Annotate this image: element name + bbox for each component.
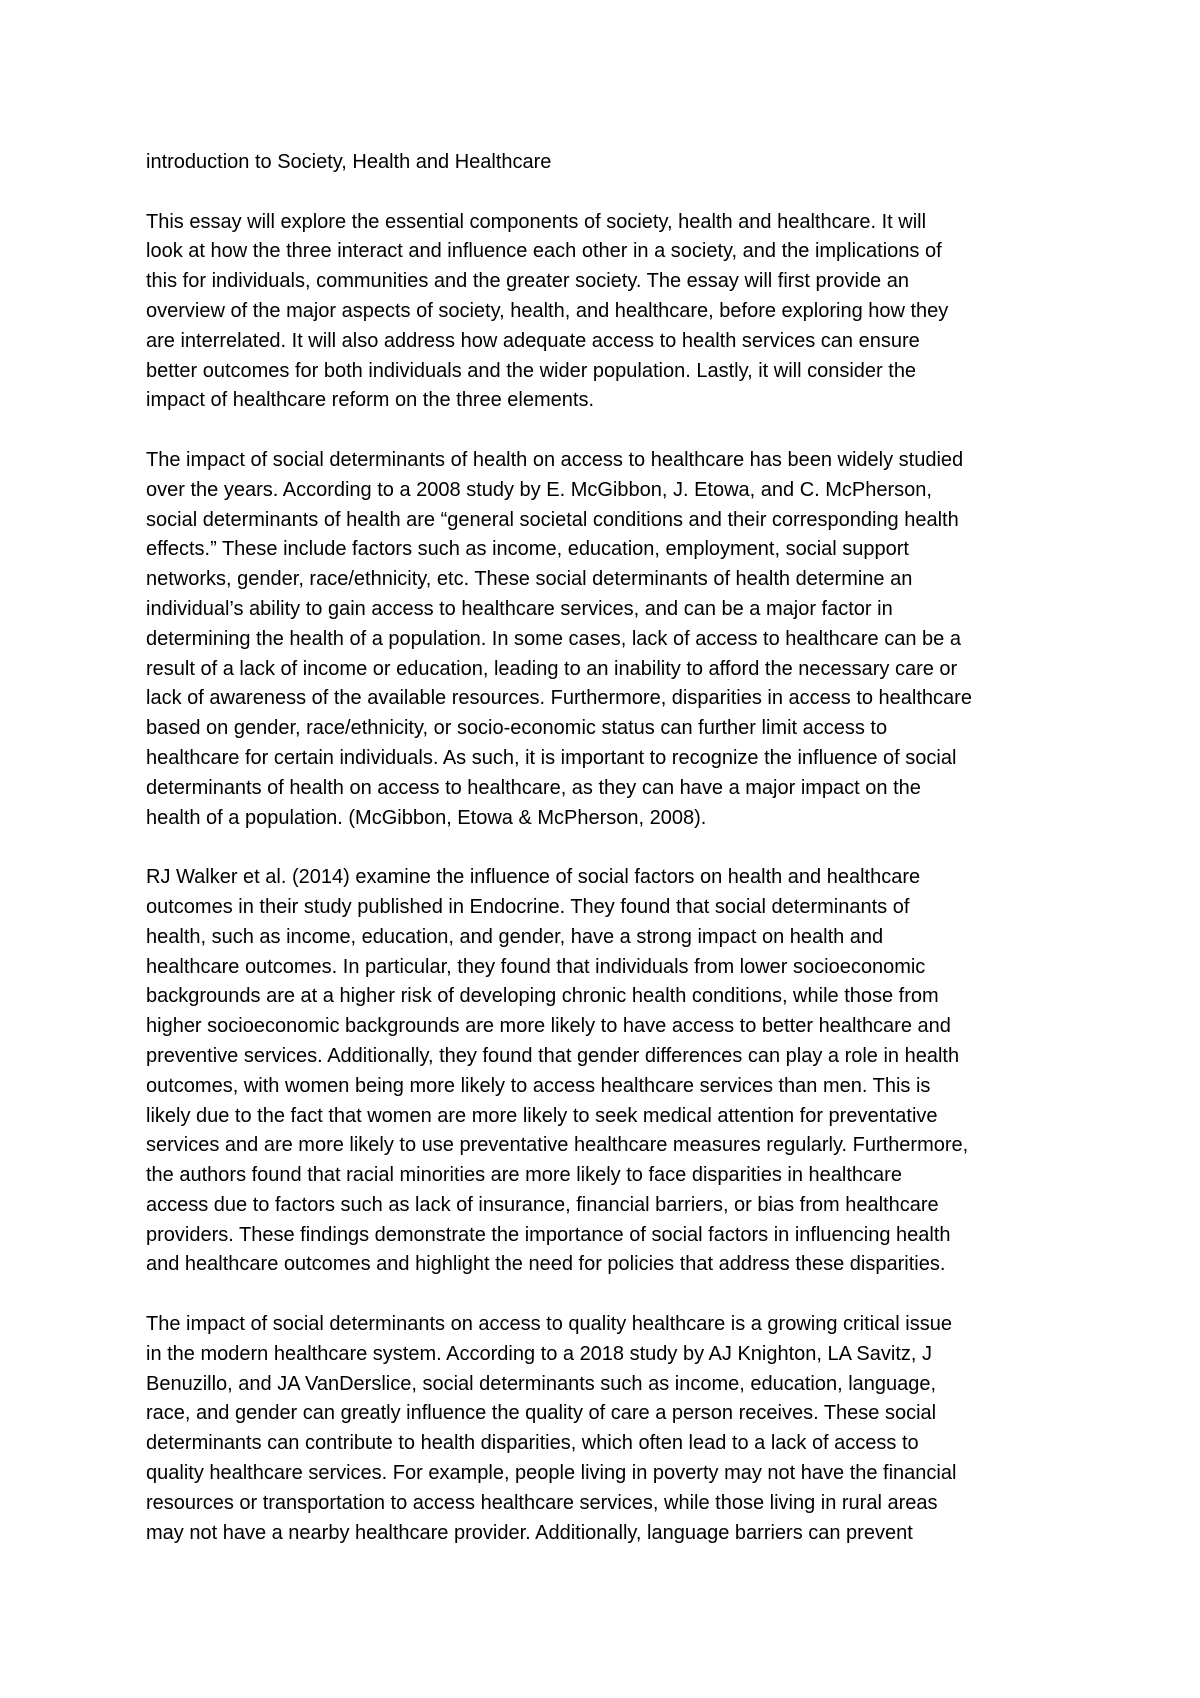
- paragraph-line: the authors found that racial minorities are more likely to face disparities in healthcare: [146, 1164, 902, 1187]
- paragraph-line: health, such as income, education, and gender, have a strong impact on health and: [146, 925, 884, 948]
- paragraph-line: race, and gender can greatly influence the quality of care a person receives. These social: [146, 1402, 937, 1425]
- paragraph-line: based on gender, race/ethnicity, or socio-economic status can further limit access to: [146, 717, 888, 740]
- paragraph-line: outcomes, with women being more likely to access healthcare services than men. This is: [146, 1074, 931, 1097]
- paragraph-line: outcomes in their study published in Endocrine. They found that social determinants of: [146, 895, 910, 918]
- paragraph-introduction: [146, 208, 1076, 417]
- paragraph-line: determinants can contribute to health disparities, which often lead to a lack of access to: [146, 1432, 919, 1455]
- paragraph-line: health of a population. (McGibbon, Etowa & McPherson, 2008).: [146, 806, 707, 829]
- paragraph-line: healthcare outcomes. In particular, they found that individuals from lower socioeconomic: [146, 955, 926, 978]
- paragraph-line: better outcomes for both individuals and the wider population. Lastly, it will consider the: [146, 359, 917, 382]
- paragraph-line: The impact of social determinants of health on access to healthcare has been widely studied: [146, 448, 964, 471]
- paragraph-line: quality healthcare services. For example, people living in poverty may not have the financial: [146, 1462, 957, 1485]
- paragraph-line: over the years. According to a 2008 study by E. McGibbon, J. Etowa, and C. McPherson,: [146, 478, 932, 501]
- paragraph-line: access due to factors such as lack of insurance, financial barriers, or bias from healthcare: [146, 1193, 939, 1216]
- paragraph-line: effects.” These include factors such as income, education, employment, social support: [146, 538, 909, 561]
- paragraph-line: preventive services. Additionally, they found that gender differences can play a role in health: [146, 1044, 960, 1067]
- paragraph-line: look at how the three interact and influence each other in a society, and the implications of: [146, 240, 942, 263]
- document-title: introduction to Society, Health and Healthcare: [146, 151, 552, 173]
- paragraph-walker-study: [146, 863, 1076, 1280]
- paragraph-line: Benuzillo, and JA VanDerslice, social determinants such as income, education, language,: [146, 1372, 937, 1395]
- paragraph-line: social determinants of health are “general societal conditions and their corresponding health: [146, 508, 959, 531]
- paragraph-social-determinants: [146, 446, 1076, 833]
- paragraph-line: resources or transportation to access healthcare services, while those living in rural areas: [146, 1491, 938, 1514]
- document-body: [146, 148, 1076, 1578]
- paragraph-line: healthcare for certain individuals. As such, it is important to recognize the influence of social: [146, 746, 957, 769]
- paragraph-line: backgrounds are at a higher risk of developing chronic health conditions, while those from: [146, 985, 939, 1008]
- paragraph-line: lack of awareness of the available resources. Furthermore, disparities in access to healthcare: [146, 687, 972, 710]
- paragraph-line: impact of healthcare reform on the three elements.: [146, 389, 595, 412]
- paragraph-line: result of a lack of income or education, leading to an inability to afford the necessary care or: [146, 657, 958, 680]
- paragraph-line: in the modern healthcare system. According to a 2018 study by AJ Knighton, LA Savitz, J: [146, 1342, 933, 1365]
- paragraph-knighton-study: [146, 1310, 1076, 1548]
- paragraph-line: determinants of health on access to healthcare, as they can have a major impact on the: [146, 776, 921, 799]
- paragraph-line: RJ Walker et al. (2014) examine the influence of social factors on health and healthcare: [146, 866, 921, 889]
- paragraph-line: providers. These findings demonstrate the importance of social factors in influencing health: [146, 1223, 951, 1246]
- paragraph-line: and healthcare outcomes and highlight the need for policies that address these disparities.: [146, 1253, 946, 1276]
- paragraph-line: higher socioeconomic backgrounds are more likely to have access to better healthcare and: [146, 1015, 951, 1038]
- paragraph-line: services and are more likely to use preventative healthcare measures regularly. Furthermore,: [146, 1134, 969, 1157]
- paragraph-line: networks, gender, race/ethnicity, etc. These social determinants of health determine an: [146, 568, 913, 591]
- paragraph-line: overview of the major aspects of society, health, and healthcare, before exploring how they: [146, 299, 949, 322]
- paragraph-line: likely due to the fact that women are more likely to seek medical attention for preventative: [146, 1104, 938, 1127]
- paragraph-line: This essay will explore the essential components of society, health and healthcare. It will: [146, 210, 927, 233]
- paragraph-line: determining the health of a population. In some cases, lack of access to healthcare can be a: [146, 627, 961, 650]
- paragraph-line: individual’s ability to gain access to healthcare services, and can be a major factor in: [146, 597, 893, 620]
- paragraph-line: may not have a nearby healthcare provider. Additionally, language barriers can prevent: [146, 1521, 913, 1544]
- paragraph-line: this for individuals, communities and the greater society. The essay will first provide an: [146, 270, 909, 293]
- paragraph-line: The impact of social determinants on access to quality healthcare is a growing critical issue: [146, 1313, 952, 1336]
- paragraph-line: are interrelated. It will also address how adequate access to health services can ensure: [146, 329, 920, 352]
